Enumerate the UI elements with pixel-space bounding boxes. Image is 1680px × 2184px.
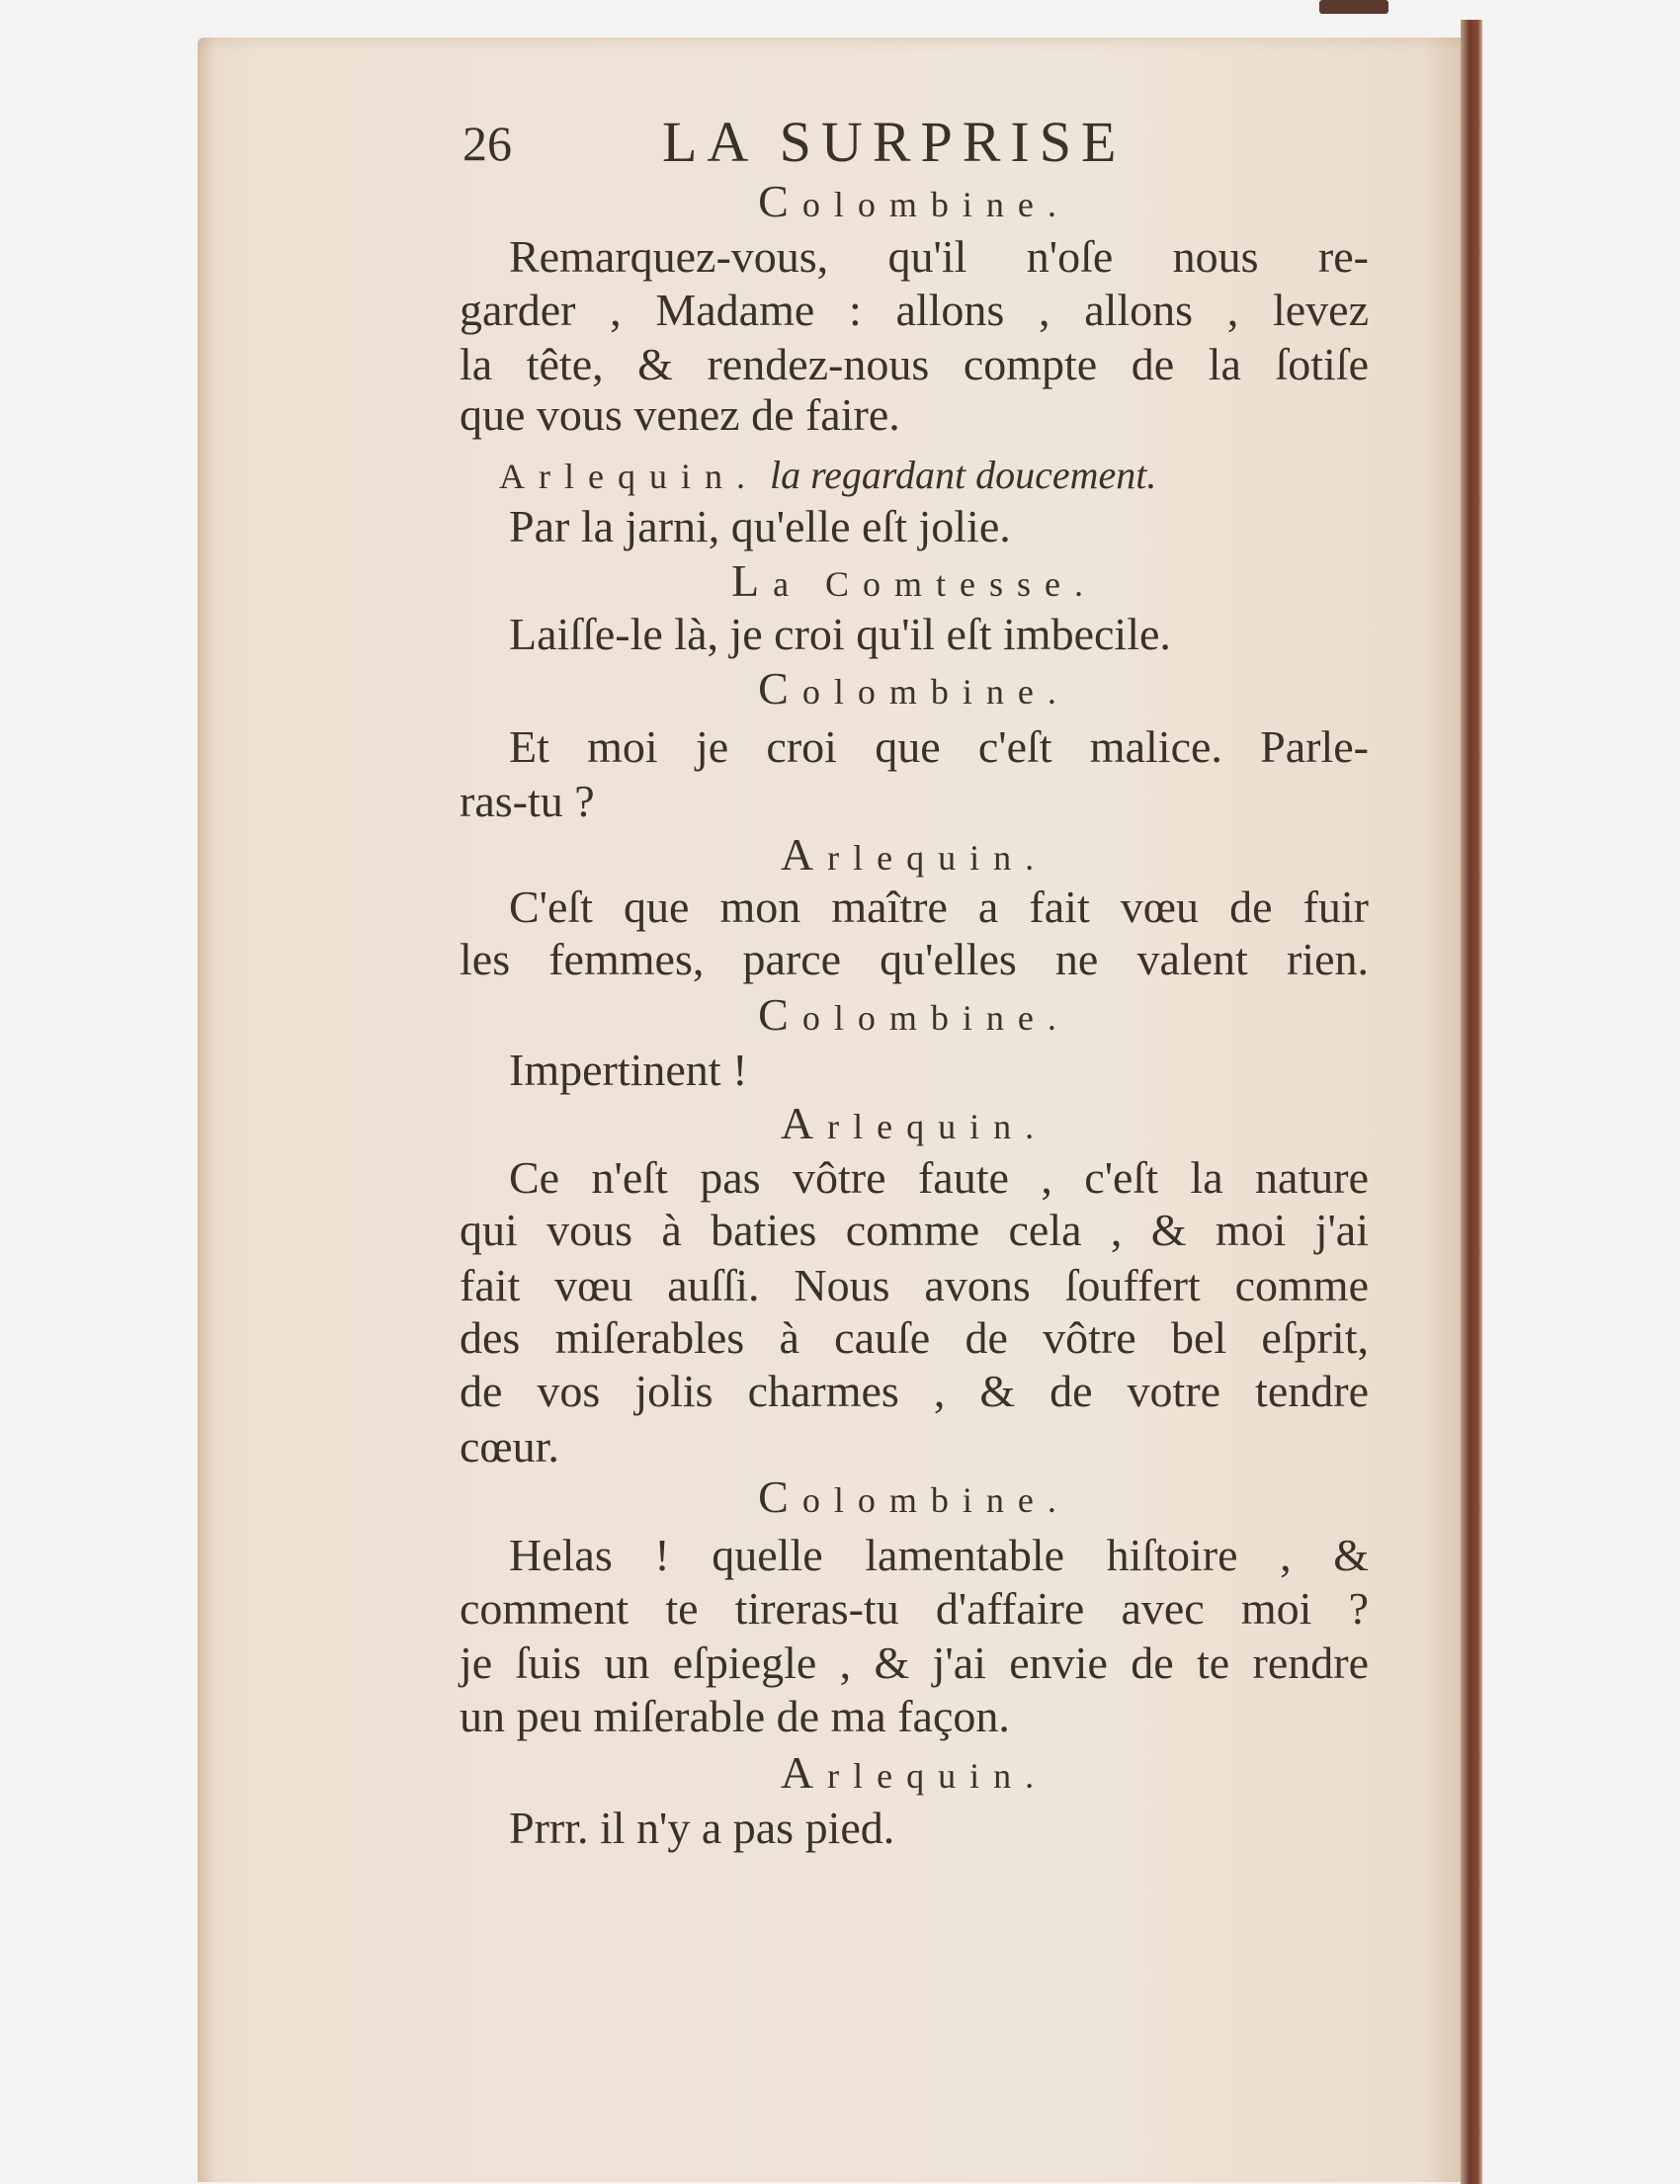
speaker-name: La Comtesse. — [730, 555, 1098, 606]
text-line: fait vœu auſſi. Nous avons ſouffert comme — [460, 1260, 1369, 1310]
speaker-name: Colombine. — [758, 663, 1070, 714]
speaker-name: Arlequin. — [780, 1747, 1049, 1798]
page-number: 26 — [462, 116, 512, 171]
speaker-name: Arlequin. — [780, 1098, 1049, 1148]
speaker-name: Colombine. — [758, 989, 1070, 1040]
text-line: de vos jolis charmes , & de votre tendre — [460, 1366, 1369, 1416]
text-line: garder , Madame : allons , allons , levez — [460, 285, 1369, 335]
text-line: les femmes, parce qu'elles ne valent rien. — [460, 934, 1369, 984]
text-line: Remarquez-vous, qu'il n'oſe nous re- — [509, 231, 1369, 282]
text-line: je ſuis un eſpiegle , & j'ai envie de te rendre — [460, 1638, 1369, 1688]
text-line: que vous venez de faire. — [460, 389, 900, 440]
book-binding-edge — [1461, 20, 1482, 2184]
binding-ribbon — [1319, 0, 1388, 14]
text-line: comment te tireras-tu d'affaire avec moi ? — [460, 1583, 1369, 1634]
speaker-name: Arlequin. — [780, 829, 1049, 880]
text-line: Impertinent ! — [509, 1045, 748, 1095]
text-line: ras-tu ? — [460, 776, 595, 826]
text-line: Par la jarni, qu'elle eſt jolie. — [509, 501, 1011, 551]
text-line: Laiſſe-le là, je croi qu'il eſt imbecile. — [509, 609, 1171, 659]
text-line: la tête, & rendez-nous compte de la ſotiſe — [460, 339, 1369, 389]
speaker-name: Colombine. — [758, 176, 1070, 226]
text-line: un peu miſerable de ma façon. — [460, 1691, 1010, 1741]
text-line: Prrr. il n'y a pas pied. — [509, 1803, 895, 1853]
text-line: qui vous à baties comme cela , & moi j'ai — [460, 1205, 1369, 1255]
text-line: Helas ! quelle lamentable hiſtoire , & — [509, 1530, 1369, 1580]
text-line: Ce n'eſt pas vôtre faute , c'eſt la nature — [509, 1152, 1369, 1203]
speaker-name: Colombine. — [758, 1471, 1070, 1522]
running-title: LA SURPRISE — [662, 110, 1127, 174]
stage-direction: la regardant doucement. — [769, 453, 1157, 497]
text-line: des miſerables à cauſe de vôtre bel eſprit, — [460, 1312, 1369, 1363]
text-line: cœur. — [460, 1421, 559, 1471]
text-line: Et moi je croi que c'eſt malice. Parle- — [509, 721, 1369, 772]
speaker-with-direction — [499, 449, 1156, 502]
text-line: C'eſt que mon maître a fait vœu de fuir — [509, 882, 1369, 932]
speaker-name: Arlequin. — [499, 457, 759, 496]
